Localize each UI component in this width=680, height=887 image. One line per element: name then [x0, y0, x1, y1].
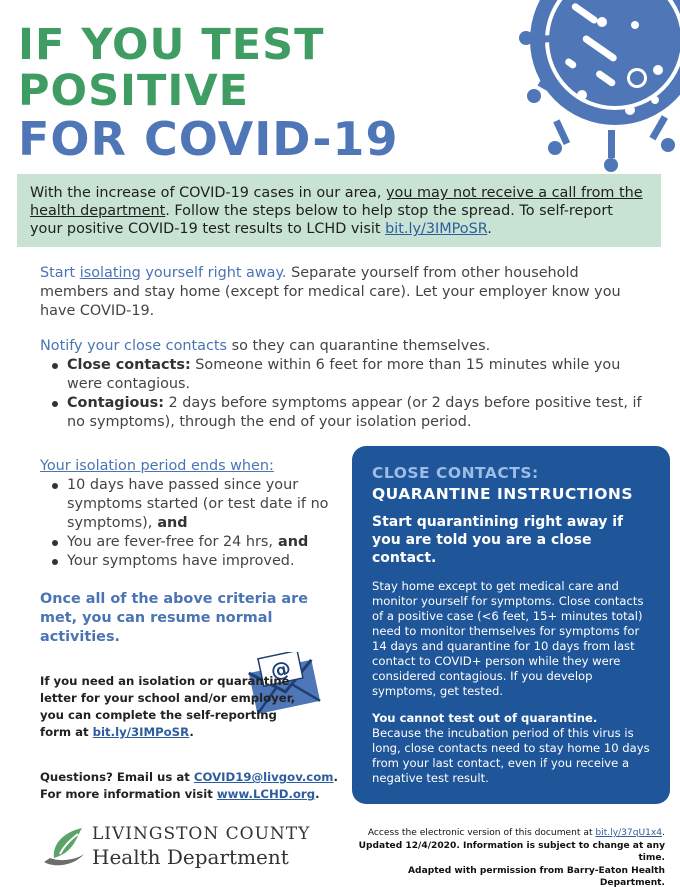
contacts-paragraph-1: Stay home except to get medical care and monitor yourself for symptoms. Close contacts of a positive case (<6 feet, 15+ minutes total) need to monitor themselves for symptoms for 14 days and quarantine for 10 days from last contact to COVID+ person while they were considered contagious. If you develop symptoms, get tested. — [372, 579, 644, 698]
questions-info — [40, 769, 350, 803]
isolate-lead: Start — [40, 265, 80, 281]
banner-end: . — [487, 221, 492, 237]
title-line-1: IF YOU TEST — [18, 20, 325, 70]
list-item — [40, 533, 340, 552]
criteria-conj: and — [273, 534, 309, 550]
letter-end: . — [189, 725, 194, 739]
list-item — [40, 552, 340, 571]
banner-underlined-text: you may not receive a call from the health department — [30, 185, 643, 219]
notify-section — [40, 337, 655, 432]
logo-line-2: Health Department — [92, 845, 289, 869]
self-report-link[interactable]: bit.ly/3IMPoSR — [385, 221, 488, 237]
title-line-3: FOR COVID-19 — [18, 112, 399, 166]
notify-body: so they can quarantine themselves. — [227, 338, 491, 354]
isolate-body: Separate yourself from other household members and stay home (except for medical care). Let your employer know you have COVID-19. — [40, 265, 621, 319]
notify-list — [40, 356, 655, 432]
contacts-heading-1: CLOSE CONTACTS: — [372, 464, 539, 482]
more-info-text: For more information visit — [40, 787, 217, 801]
criteria-text: Your symptoms have improved. — [67, 553, 295, 569]
contacts-paragraph-2 — [372, 711, 650, 786]
contacts-heading-2: QUARANTINE INSTRUCTIONS — [372, 485, 634, 503]
questions-text: Questions? Email us at — [40, 770, 194, 784]
questions-end: . — [333, 770, 338, 784]
svg-text:@: @ — [268, 655, 293, 684]
title-line-2: POSITIVE — [18, 66, 250, 116]
contacts-bold-statement: You cannot test out of quarantine. — [372, 711, 598, 725]
virus-icon — [430, 0, 680, 200]
info-banner — [17, 174, 661, 247]
criteria-text: 10 days have passed since your symptoms started (or test date if no symptoms), — [67, 477, 329, 531]
definition: 2 days before symptoms appear (or 2 days before positive test, if no symptoms), through the end of your isolation period. — [67, 395, 642, 430]
close-contacts-box — [352, 446, 670, 804]
contacts-p2-text: Because the incubation period of this virus is long, close contacts need to stay home 10 days from your last contact, even if you receive a negative test result. — [372, 726, 650, 785]
page-title — [18, 20, 399, 166]
definition: Someone within 6 feet for more than 15 minutes while you were contagious. — [67, 357, 621, 392]
banner-text-1: With the increase of COVID-19 cases in our area, — [30, 185, 386, 201]
term: Contagious: — [67, 395, 164, 411]
logo-line-1: LIVINGSTON COUNTY — [92, 824, 311, 844]
email-link[interactable]: COVID19@livgov.com — [193, 770, 334, 784]
banner-text-2: . Follow the steps below to help stop the spread. To self-report your positive COVID-19 test results to LCHD visit — [30, 203, 613, 237]
contacts-subheading: Start quarantining right away if you are told you are a close contact. — [372, 514, 624, 566]
letter-form-link[interactable]: bit.ly/3IMPoSR — [92, 725, 190, 739]
footnote — [345, 827, 665, 887]
leaf-icon — [40, 824, 88, 872]
isolate-lead-end: yourself right away. — [140, 265, 287, 281]
footnote-end: . — [662, 828, 665, 838]
isolation-end-section — [40, 457, 340, 571]
list-item — [40, 356, 655, 394]
website-link[interactable]: www.LCHD.org — [216, 787, 316, 801]
isolation-closing: Once all of the above criteria are met, you can resume normal activities. — [40, 591, 308, 645]
letter-info — [40, 673, 300, 741]
term: Close contacts: — [67, 357, 191, 373]
lchd-logo — [40, 822, 330, 874]
list-item — [40, 394, 655, 432]
isolate-section — [40, 264, 650, 321]
criteria-conj: and — [152, 515, 188, 531]
footnote-adapted: Adapted with permission from Barry-Eaton Health Department. — [408, 865, 665, 887]
letter-text: If you need an isolation or quarantine letter for your school and/or employer, you can complete the self-reporting form at — [40, 674, 296, 739]
list-item — [40, 476, 340, 533]
notify-lead: Notify your close contacts — [40, 338, 228, 354]
isolation-criteria-list — [40, 476, 340, 571]
isolation-end-heading: Your isolation period ends when: — [40, 458, 274, 474]
isolate-lead-underlined: isolating — [79, 265, 141, 281]
footnote-updated: Updated 12/4/2020. Information is subject to change at any time. — [358, 840, 665, 863]
footnote-access-text: Access the electronic version of this document at — [367, 828, 596, 838]
electronic-version-link[interactable]: bit.ly/37qU1x4 — [595, 828, 663, 838]
more-info-end: . — [315, 787, 320, 801]
criteria-text: You are fever-free for 24 hrs, — [67, 534, 274, 550]
